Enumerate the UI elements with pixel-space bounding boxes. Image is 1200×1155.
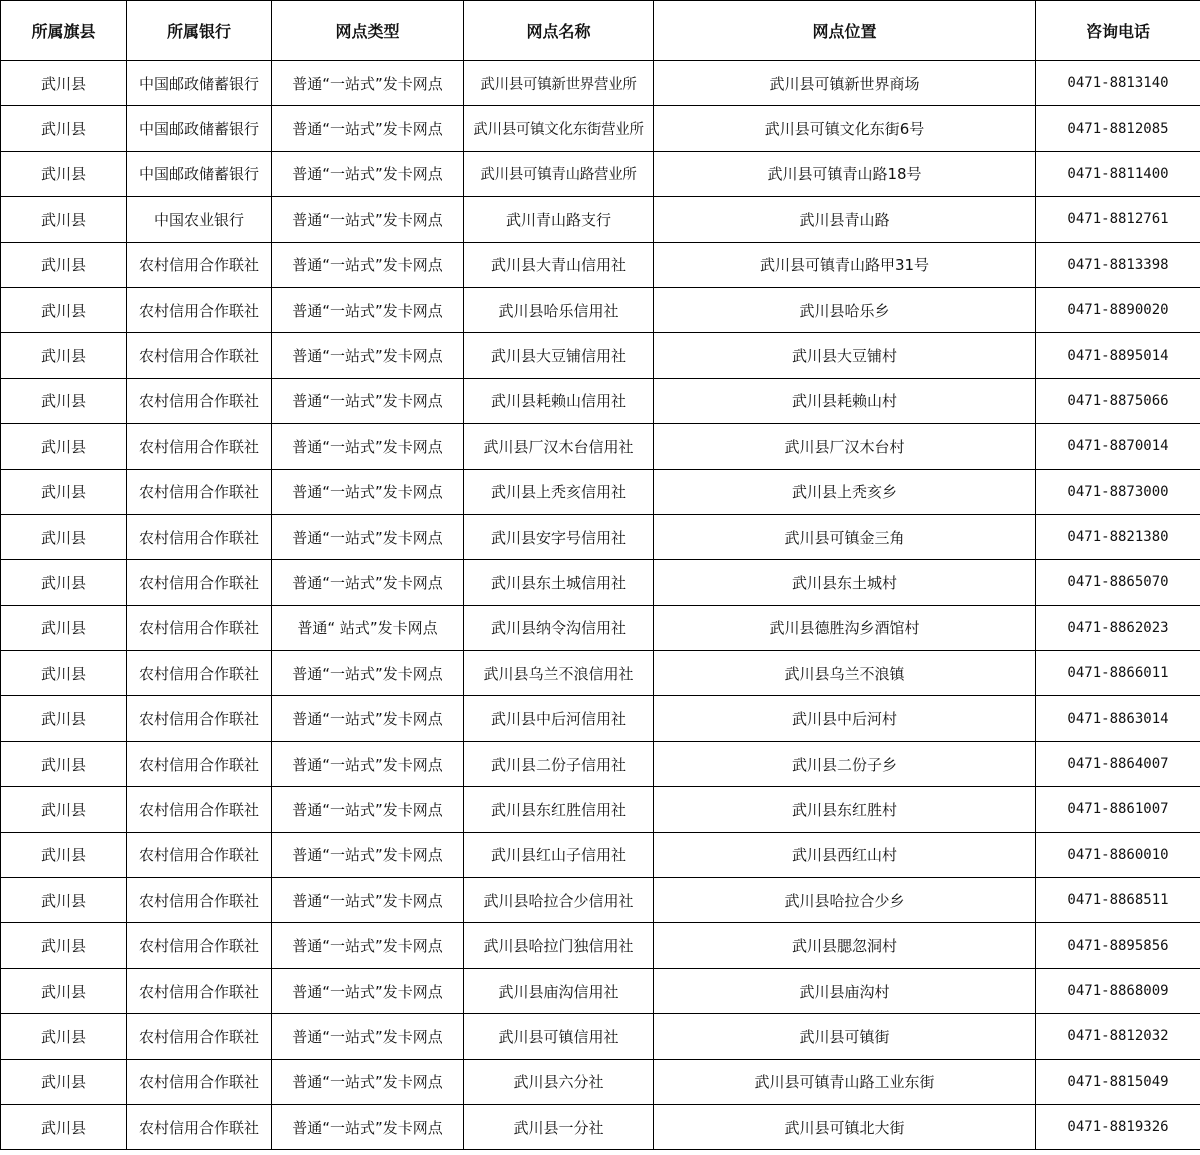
outlet-name-cell: 武川县哈拉合少信用社 (464, 878, 654, 923)
table-row (1, 968, 1200, 1013)
outlet-name-cell: 武川县红山子信用社 (464, 832, 654, 877)
outlet-type-cell: 普通“一站式”发卡网点 (272, 287, 464, 332)
location-cell: 武川县耗赖山村 (654, 378, 1036, 423)
location-cell: 武川县德胜沟乡酒馆村 (654, 605, 1036, 650)
bank-cell: 中国农业银行 (127, 197, 272, 242)
table-row (1, 333, 1200, 378)
outlet-type-cell: 普通“一站式”发卡网点 (272, 1059, 464, 1104)
county-cell: 武川县 (1, 696, 127, 741)
location-cell: 武川县可镇新世界商场 (654, 61, 1036, 106)
table-row (1, 424, 1200, 469)
bank-cell: 农村信用合作联社 (127, 469, 272, 514)
outlet-name-cell: 武川县哈拉门独信用社 (464, 923, 654, 968)
table-row (1, 878, 1200, 923)
location-cell: 武川县可镇北大街 (654, 1104, 1036, 1149)
outlet-type-cell: 普通“一站式”发卡网点 (272, 333, 464, 378)
phone-cell: 0471-8821380 (1036, 514, 1200, 559)
outlet-name-cell: 武川县大豆铺信用社 (464, 333, 654, 378)
bank-cell: 中国邮政储蓄银行 (127, 151, 272, 196)
county-cell: 武川县 (1, 741, 127, 786)
outlet-type-cell: 普通“一站式”发卡网点 (272, 151, 464, 196)
county-cell: 武川县 (1, 605, 127, 650)
phone-cell: 0471-8819326 (1036, 1104, 1200, 1149)
bank-cell: 中国邮政储蓄银行 (127, 106, 272, 151)
phone-cell: 0471-8813398 (1036, 242, 1200, 287)
outlet-name-cell: 武川县哈乐信用社 (464, 287, 654, 332)
location-cell: 武川县乌兰不浪镇 (654, 651, 1036, 696)
county-cell: 武川县 (1, 878, 127, 923)
bank-cell: 农村信用合作联社 (127, 1059, 272, 1104)
outlet-type-cell: 普通“一站式”发卡网点 (272, 560, 464, 605)
bank-cell: 农村信用合作联社 (127, 651, 272, 696)
location-cell: 武川县大豆铺村 (654, 333, 1036, 378)
location-cell: 武川县厂汉木台村 (654, 424, 1036, 469)
phone-cell: 0471-8868009 (1036, 968, 1200, 1013)
phone-cell: 0471-8815049 (1036, 1059, 1200, 1104)
outlet-type-cell: 普通“一站式”发卡网点 (272, 696, 464, 741)
bank-cell: 农村信用合作联社 (127, 242, 272, 287)
county-cell: 武川县 (1, 1059, 127, 1104)
outlet-name-cell: 武川县可镇文化东街营业所 (464, 106, 654, 151)
bank-cell: 农村信用合作联社 (127, 333, 272, 378)
outlet-type-cell: 普通“一站式”发卡网点 (272, 923, 464, 968)
outlet-name-cell: 武川县上秃亥信用社 (464, 469, 654, 514)
county-cell: 武川县 (1, 197, 127, 242)
outlet-type-cell: 普通“一站式”发卡网点 (272, 197, 464, 242)
bank-cell: 农村信用合作联社 (127, 1014, 272, 1059)
outlet-name-cell: 武川县耗赖山信用社 (464, 378, 654, 423)
outlet-type-cell: 普通“一站式”发卡网点 (272, 878, 464, 923)
county-cell: 武川县 (1, 651, 127, 696)
location-cell: 武川县二份子乡 (654, 741, 1036, 786)
bank-cell: 中国邮政储蓄银行 (127, 61, 272, 106)
outlet-name-cell: 武川县纳令沟信用社 (464, 605, 654, 650)
location-cell: 武川县可镇文化东街6号 (654, 106, 1036, 151)
bank-cell: 农村信用合作联社 (127, 968, 272, 1013)
outlet-name-cell: 武川县可镇信用社 (464, 1014, 654, 1059)
county-cell: 武川县 (1, 333, 127, 378)
outlet-name-cell: 武川青山路支行 (464, 197, 654, 242)
header-county: 所属旗县 (1, 1, 127, 61)
header-phone: 咨询电话 (1036, 1, 1200, 61)
bank-cell: 农村信用合作联社 (127, 378, 272, 423)
table-row (1, 197, 1200, 242)
location-cell: 武川县西红山村 (654, 832, 1036, 877)
outlet-type-cell: 普通“一站式”发卡网点 (272, 741, 464, 786)
outlet-name-cell: 武川县庙沟信用社 (464, 968, 654, 1013)
outlet-name-cell: 武川县厂汉木台信用社 (464, 424, 654, 469)
outlet-type-cell: 普通“一站式”发卡网点 (272, 378, 464, 423)
location-cell: 武川县可镇青山路甲31号 (654, 242, 1036, 287)
phone-cell: 0471-8812085 (1036, 106, 1200, 151)
phone-cell: 0471-8868511 (1036, 878, 1200, 923)
phone-cell: 0471-8864007 (1036, 741, 1200, 786)
location-cell: 武川县东土城村 (654, 560, 1036, 605)
outlet-name-cell: 武川县可镇青山路营业所 (464, 151, 654, 196)
outlet-type-cell: 普通“一站式”发卡网点 (272, 1014, 464, 1059)
bank-cell: 农村信用合作联社 (127, 832, 272, 877)
table-row (1, 378, 1200, 423)
table-row (1, 560, 1200, 605)
location-cell: 武川县庙沟村 (654, 968, 1036, 1013)
county-cell: 武川县 (1, 968, 127, 1013)
phone-cell: 0471-8812761 (1036, 197, 1200, 242)
location-cell: 武川县可镇青山路工业东街 (654, 1059, 1036, 1104)
phone-cell: 0471-8811400 (1036, 151, 1200, 196)
county-cell: 武川县 (1, 787, 127, 832)
outlet-type-cell: 普通“一站式”发卡网点 (272, 787, 464, 832)
outlet-type-cell: 普通“一站式”发卡网点 (272, 424, 464, 469)
table-row (1, 741, 1200, 786)
phone-cell: 0471-8873000 (1036, 469, 1200, 514)
outlet-type-cell: 普通“一站式”发卡网点 (272, 469, 464, 514)
bank-cell: 农村信用合作联社 (127, 696, 272, 741)
phone-cell: 0471-8865070 (1036, 560, 1200, 605)
county-cell: 武川县 (1, 151, 127, 196)
phone-cell: 0471-8861007 (1036, 787, 1200, 832)
phone-cell: 0471-8875066 (1036, 378, 1200, 423)
bank-cell: 农村信用合作联社 (127, 741, 272, 786)
header-outlet-name: 网点名称 (464, 1, 654, 61)
county-cell: 武川县 (1, 378, 127, 423)
county-cell: 武川县 (1, 1014, 127, 1059)
outlet-type-cell: 普通“一站式”发卡网点 (272, 514, 464, 559)
table-row (1, 469, 1200, 514)
table-row (1, 787, 1200, 832)
county-cell: 武川县 (1, 61, 127, 106)
table-row (1, 605, 1200, 650)
outlet-type-cell: 普通“一站式”发卡网点 (272, 968, 464, 1013)
bank-cell: 农村信用合作联社 (127, 787, 272, 832)
header-bank: 所属银行 (127, 1, 272, 61)
header-row (1, 1, 1200, 61)
location-cell: 武川县腮忽洞村 (654, 923, 1036, 968)
location-cell: 武川县哈拉合少乡 (654, 878, 1036, 923)
county-cell: 武川县 (1, 287, 127, 332)
county-cell: 武川县 (1, 469, 127, 514)
county-cell: 武川县 (1, 514, 127, 559)
phone-cell: 0471-8860010 (1036, 832, 1200, 877)
table-row (1, 242, 1200, 287)
outlet-type-cell: 普通“一站式”发卡网点 (272, 651, 464, 696)
header-outlet-location: 网点位置 (654, 1, 1036, 61)
outlet-type-cell: 普通“一站式”发卡网点 (272, 106, 464, 151)
phone-cell: 0471-8870014 (1036, 424, 1200, 469)
bank-cell: 农村信用合作联社 (127, 923, 272, 968)
outlet-type-cell: 普通“ 站式”发卡网点 (272, 605, 464, 650)
phone-cell: 0471-8895014 (1036, 333, 1200, 378)
table-row (1, 1104, 1200, 1149)
outlet-type-cell: 普通“一站式”发卡网点 (272, 832, 464, 877)
phone-cell: 0471-8863014 (1036, 696, 1200, 741)
county-cell: 武川县 (1, 923, 127, 968)
location-cell: 武川县可镇街 (654, 1014, 1036, 1059)
outlet-type-cell: 普通“一站式”发卡网点 (272, 242, 464, 287)
bank-cell: 农村信用合作联社 (127, 560, 272, 605)
bank-cell: 农村信用合作联社 (127, 878, 272, 923)
table-row (1, 61, 1200, 106)
table-row (1, 287, 1200, 332)
table-body (1, 61, 1200, 1150)
location-cell: 武川县中后河村 (654, 696, 1036, 741)
outlet-name-cell: 武川县东红胜信用社 (464, 787, 654, 832)
table-row (1, 832, 1200, 877)
outlet-name-cell: 武川县一分社 (464, 1104, 654, 1149)
phone-cell: 0471-8813140 (1036, 61, 1200, 106)
table-row (1, 106, 1200, 151)
county-cell: 武川县 (1, 242, 127, 287)
bank-cell: 农村信用合作联社 (127, 514, 272, 559)
outlet-name-cell: 武川县大青山信用社 (464, 242, 654, 287)
phone-cell: 0471-8812032 (1036, 1014, 1200, 1059)
table-row (1, 651, 1200, 696)
outlet-name-cell: 武川县乌兰不浪信用社 (464, 651, 654, 696)
location-cell: 武川县哈乐乡 (654, 287, 1036, 332)
outlet-name-cell: 武川县六分社 (464, 1059, 654, 1104)
location-cell: 武川县上秃亥乡 (654, 469, 1036, 514)
table-header (1, 1, 1200, 61)
table-row (1, 151, 1200, 196)
phone-cell: 0471-8890020 (1036, 287, 1200, 332)
bank-cell: 农村信用合作联社 (127, 424, 272, 469)
bank-cell: 农村信用合作联社 (127, 605, 272, 650)
table-row (1, 923, 1200, 968)
outlet-name-cell: 武川县东土城信用社 (464, 560, 654, 605)
location-cell: 武川县可镇青山路18号 (654, 151, 1036, 196)
phone-cell: 0471-8895856 (1036, 923, 1200, 968)
phone-cell: 0471-8866011 (1036, 651, 1200, 696)
phone-cell: 0471-8862023 (1036, 605, 1200, 650)
outlet-name-cell: 武川县二份子信用社 (464, 741, 654, 786)
table-row (1, 1059, 1200, 1104)
county-cell: 武川县 (1, 832, 127, 877)
table-row (1, 1014, 1200, 1059)
bank-cell: 农村信用合作联社 (127, 287, 272, 332)
location-cell: 武川县东红胜村 (654, 787, 1036, 832)
county-cell: 武川县 (1, 106, 127, 151)
county-cell: 武川县 (1, 560, 127, 605)
county-cell: 武川县 (1, 424, 127, 469)
location-cell: 武川县青山路 (654, 197, 1036, 242)
bank-cell: 农村信用合作联社 (127, 1104, 272, 1149)
outlet-name-cell: 武川县中后河信用社 (464, 696, 654, 741)
outlet-type-cell: 普通“一站式”发卡网点 (272, 61, 464, 106)
county-cell: 武川县 (1, 1104, 127, 1149)
table-row (1, 514, 1200, 559)
outlet-name-cell: 武川县安字号信用社 (464, 514, 654, 559)
location-cell: 武川县可镇金三角 (654, 514, 1036, 559)
outlet-name-cell: 武川县可镇新世界营业所 (464, 61, 654, 106)
outlet-type-cell: 普通“一站式”发卡网点 (272, 1104, 464, 1149)
table-row (1, 696, 1200, 741)
header-outlet-type: 网点类型 (272, 1, 464, 61)
